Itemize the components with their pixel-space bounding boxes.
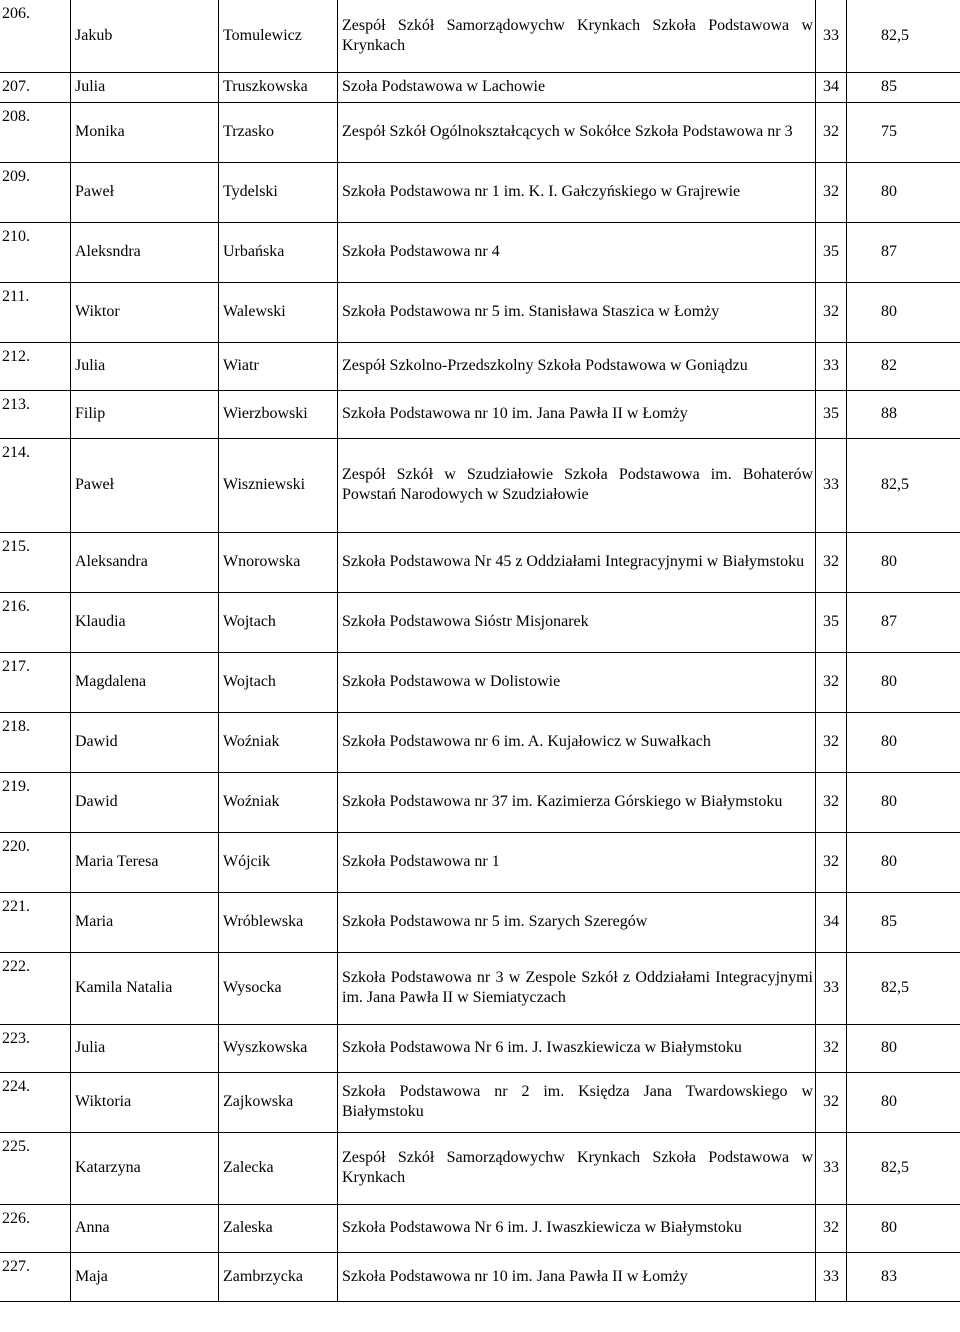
points-value: 80	[881, 733, 897, 750]
age-value: 33	[823, 26, 839, 44]
table-row	[0, 1252, 960, 1301]
row-number: 227.	[2, 1257, 30, 1275]
first-name: Filip	[75, 405, 106, 422]
table-row	[0, 162, 960, 222]
school-name: Szkoła Podstawowa Sióstr Misjonarek	[342, 613, 589, 630]
points-value: 80	[881, 553, 897, 570]
first-name: Julia	[75, 357, 106, 374]
first-name: Paweł	[75, 476, 115, 493]
school-name: Szkoła Podstawowa nr 37 im. Kazimierza Górskiego w Białymstoku	[342, 793, 783, 810]
last-name: Wojtach	[223, 613, 276, 630]
last-name: Zaleska	[223, 1219, 273, 1236]
last-name: Wiszniewski	[223, 476, 306, 493]
school-name: Szkoła Podstawowa Nr 45 z Oddziałami Integracyjnymi w Białymstoku	[342, 553, 805, 570]
first-name: Maria	[75, 913, 114, 930]
table-row	[0, 772, 960, 832]
school-name: Szkoła Podstawowa nr 1	[342, 853, 500, 870]
row-number: 210.	[2, 227, 30, 245]
first-name: Jakub	[75, 26, 113, 44]
points-value: 85	[881, 78, 897, 95]
points-value: 87	[881, 613, 897, 630]
age-value: 35	[823, 613, 839, 630]
school-name: Szkoła Podstawowa nr 2 im. Księdza Jana Twardowskiego w Białymstoku	[342, 1083, 813, 1120]
points-value: 82	[881, 357, 897, 374]
last-name: Walewski	[223, 303, 286, 320]
table-row	[0, 72, 960, 102]
row-number: 215.	[2, 537, 30, 555]
last-name: Zambrzycka	[223, 1267, 303, 1285]
last-name: Wysocka	[223, 979, 282, 996]
school-name: Szkoła Podstawowa nr 1 im. K. I. Gałczyńskiego w Grajrewie	[342, 183, 741, 200]
school-name: Szkoła Podstawowa nr 3 w Zespole Szkół z Oddziałami Integracyjnymi im. Jana Pawła II w Siemiatyczach	[342, 969, 813, 1006]
age-value: 35	[823, 405, 839, 422]
school-name: Szkoła Podstawowa Nr 6 im. J. Iwaszkiewicza w Białymstoku	[342, 1219, 742, 1236]
school-name: Szkoła Podstawowa nr 10 im. Jana Pawła II w Łomży	[342, 1267, 688, 1285]
last-name: Wnorowska	[223, 553, 301, 570]
school-name: Szkoła Podstawowa nr 6 im. A. Kujałowicz w Suwałkach	[342, 733, 711, 750]
school-name: Szkoła Podstawowa Nr 6 im. J. Iwaszkiewicza w Białymstoku	[342, 1039, 742, 1056]
first-name: Aleksandra	[75, 553, 148, 570]
first-name: Dawid	[75, 733, 118, 750]
first-name: Julia	[75, 1039, 106, 1056]
last-name: Truszkowska	[223, 78, 308, 95]
points-value: 80	[881, 793, 897, 810]
school-name: Zespół Szkolno-Przedszkolny Szkoła Podstawowa w Goniądzu	[342, 357, 748, 374]
first-name: Klaudia	[75, 613, 126, 630]
first-name: Kamila Natalia	[75, 979, 173, 996]
school-name: Zespół Szkół w Szudziałowie Szkoła Podstawowa im. Bohaterów Powstań Narodowych w Szudziałowie	[342, 466, 813, 503]
first-name: Julia	[75, 78, 106, 95]
age-value: 32	[823, 1219, 839, 1236]
first-name: Wiktoria	[75, 1093, 132, 1110]
last-name: Tomulewicz	[223, 26, 302, 44]
first-name: Maja	[75, 1267, 108, 1285]
last-name: Zalecka	[223, 1159, 274, 1176]
table-row	[0, 1024, 960, 1072]
points-value: 82,5	[881, 476, 909, 493]
points-value: 80	[881, 1219, 897, 1236]
row-number: 217.	[2, 657, 30, 675]
age-value: 33	[823, 476, 839, 493]
row-number: 224.	[2, 1077, 30, 1095]
row-number: 213.	[2, 395, 30, 413]
age-value: 32	[823, 853, 839, 870]
row-number: 206.	[2, 5, 30, 22]
school-name: Szoła Podstawowa w Lachowie	[342, 78, 546, 95]
age-value: 32	[823, 183, 839, 200]
last-name: Wróblewska	[223, 913, 304, 930]
table-row	[0, 952, 960, 1024]
table-row	[0, 832, 960, 892]
last-name: Woźniak	[223, 793, 280, 810]
points-value: 75	[881, 123, 897, 140]
table-row	[0, 222, 960, 282]
table-row	[0, 592, 960, 652]
row-number: 211.	[2, 287, 30, 305]
school-name: Szkoła Podstawowa w Dolistowie	[342, 673, 561, 690]
last-name: Trzasko	[223, 123, 274, 140]
row-number: 225.	[2, 1137, 30, 1155]
table-row	[0, 892, 960, 952]
first-name: Katarzyna	[75, 1159, 141, 1176]
age-value: 32	[823, 673, 839, 690]
points-value: 80	[881, 1039, 897, 1056]
points-value: 88	[881, 405, 897, 422]
school-name: Szkoła Podstawowa nr 5 im. Szarych Szeregów	[342, 913, 648, 930]
table-row	[0, 102, 960, 162]
table-row	[0, 1204, 960, 1252]
last-name: Zajkowska	[223, 1093, 294, 1110]
last-name: Wiatr	[223, 357, 259, 374]
last-name: Wojtach	[223, 673, 276, 690]
school-name: Zespół Szkół Samorządowychw Krynkach Szkoła Podstawowa w Krynkach	[342, 16, 813, 54]
school-name: Zespół Szkół Ogólnokształcących w Sokółce Szkoła Podstawowa nr 3	[342, 123, 793, 140]
age-value: 32	[823, 733, 839, 750]
points-value: 83	[881, 1267, 897, 1285]
first-name: Dawid	[75, 793, 118, 810]
school-name: Szkoła Podstawowa nr 5 im. Stanisława Staszica w Łomży	[342, 303, 720, 320]
points-value: 80	[881, 673, 897, 690]
points-value: 85	[881, 913, 897, 930]
age-value: 33	[823, 1267, 839, 1285]
points-value: 87	[881, 243, 897, 260]
table-row	[0, 282, 960, 342]
school-name: Zespół Szkół Samorządowychw Krynkach Szkoła Podstawowa w Krynkach	[342, 1149, 813, 1186]
age-value: 32	[823, 553, 839, 570]
table-row	[0, 0, 960, 72]
age-value: 32	[823, 1039, 839, 1056]
first-name: Aleksndra	[75, 243, 141, 260]
first-name: Maria Teresa	[75, 853, 159, 870]
last-name: Wójcik	[223, 853, 271, 870]
last-name: Woźniak	[223, 733, 280, 750]
points-value: 80	[881, 303, 897, 320]
points-value: 80	[881, 183, 897, 200]
age-value: 34	[823, 78, 839, 95]
table-row	[0, 652, 960, 712]
row-number: 216.	[2, 597, 30, 615]
row-number: 212.	[2, 347, 30, 365]
row-number: 222.	[2, 957, 30, 975]
school-name: Szkoła Podstawowa nr 10 im. Jana Pawła II w Łomży	[342, 405, 688, 422]
points-value: 80	[881, 853, 897, 870]
table-row	[0, 532, 960, 592]
age-value: 34	[823, 913, 839, 930]
last-name: Wyszkowska	[223, 1039, 308, 1056]
table-row	[0, 712, 960, 772]
first-name: Anna	[75, 1219, 110, 1236]
age-value: 32	[823, 303, 839, 320]
last-name: Wierzbowski	[223, 405, 308, 422]
row-number: 223.	[2, 1029, 30, 1047]
age-value: 32	[823, 123, 839, 140]
first-name: Paweł	[75, 183, 115, 200]
age-value: 33	[823, 979, 839, 996]
table-row	[0, 390, 960, 438]
first-name: Monika	[75, 123, 125, 140]
age-value: 32	[823, 793, 839, 810]
points-value: 82,5	[881, 26, 909, 44]
age-value: 35	[823, 243, 839, 260]
table-row	[0, 438, 960, 532]
age-value: 33	[823, 357, 839, 374]
row-number: 207.	[2, 77, 30, 95]
row-number: 214.	[2, 443, 30, 461]
first-name: Wiktor	[75, 303, 120, 320]
age-value: 32	[823, 1093, 839, 1110]
age-value: 33	[823, 1159, 839, 1176]
row-number: 208.	[2, 107, 30, 125]
table-row	[0, 1072, 960, 1132]
last-name: Urbańska	[223, 243, 285, 260]
last-name: Tydelski	[223, 183, 278, 200]
points-value: 80	[881, 1093, 897, 1110]
row-number: 209.	[2, 167, 30, 185]
school-name: Szkoła Podstawowa nr 4	[342, 243, 500, 260]
row-number: 219.	[2, 777, 30, 795]
row-number: 221.	[2, 897, 30, 915]
table-row	[0, 1132, 960, 1204]
table-row	[0, 342, 960, 390]
row-number: 220.	[2, 837, 30, 855]
row-number: 218.	[2, 717, 30, 735]
points-value: 82,5	[881, 979, 909, 996]
row-number: 226.	[2, 1209, 30, 1227]
first-name: Magdalena	[75, 673, 147, 690]
points-value: 82,5	[881, 1159, 909, 1176]
